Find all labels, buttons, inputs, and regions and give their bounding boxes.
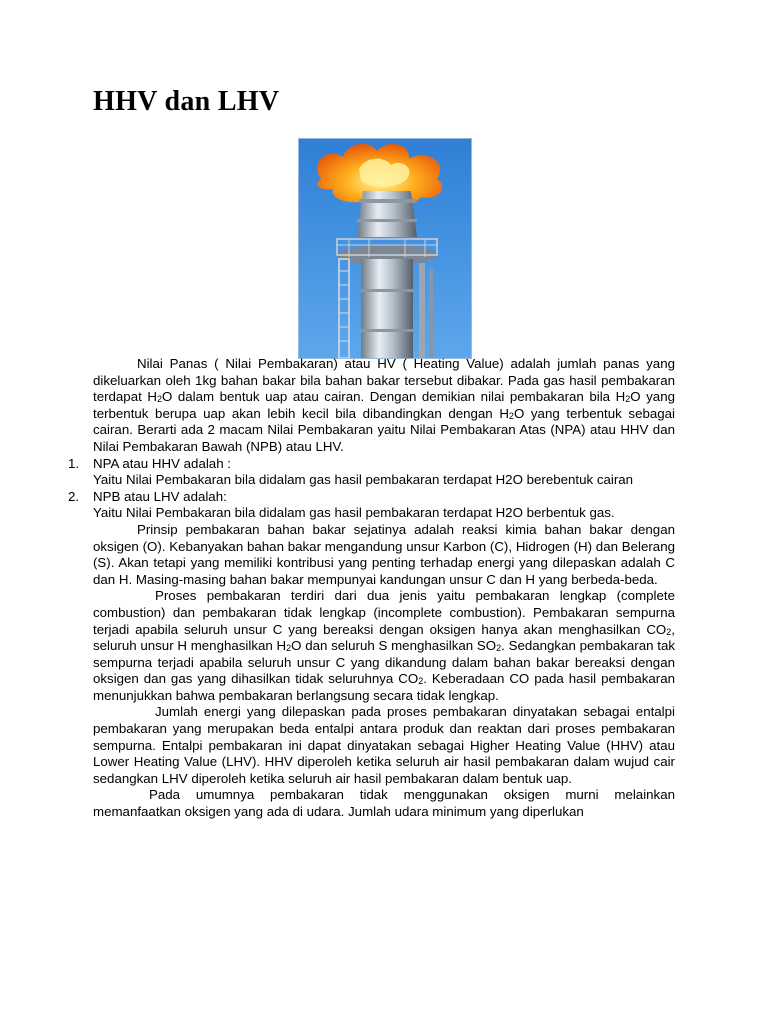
paragraph-proses: Proses pembakaran terdiri dari dua jenis yaitu pembakaran lengkap (complete combustion) dan pembakaran tidak lengkap (incomplete combustion). Pembakaran sempurna terjadi apabila seluruh unsur C yang bereaksi dengan oksigen hanya akan menghasilkan $CO_2$, seluruh unsur H menghasilkan $H_2O$ dan seluruh S menghasilkan $SO_2$. Sedangkan pembakaran tak sempurna terjadi apabila seluruh unsur C yang dikandung dalam bahan bakar bereaksi dengan oksigen dan gas yang dihasilkan tidak seluruhnya $CO_2$. Keberadaan CO pada hasil pembakaran menunjukkan bahwa pembakaran berlangsung secara tidak lengkap. bbox=[93, 588, 676, 703]
flare-stack-image bbox=[298, 138, 472, 359]
list-item-2-desc: Yaitu Nilai Pembakaran bila didalam gas hasil pembakaran terdapat H2O berbentuk gas. bbox=[93, 505, 615, 521]
paragraph-prinsip: Prinsip pembakaran bahan bakar sejatinya adalah reaksi kimia bahan bakar dengan oksigen (O). Kebanyakan bahan bakar mengandung unsur Karbon (C), Hidrogen (H) dan Belerang (S). Akan tetapi yang memiliki kontribusi yang penting terhadap energi yang dilepaskan adalah C dan H. Masing-masing bahan bakar mempunyai kandungan unsur C dan H yang berbeda-beda. bbox=[93, 521, 675, 587]
list-item-1-head: 1. NPA atau HHV adalah : bbox=[68, 455, 231, 471]
list-item-2-head: 2. NPB atau LHV adalah: bbox=[68, 488, 227, 504]
body-text bbox=[68, 356, 676, 821]
page-title: HHV dan LHV bbox=[93, 86, 280, 117]
paragraph-intro: Nilai Panas ( Nilai Pembakaran) atau HV ( Heating Value) adalah jumlah panas yang dikeluarkan oleh 1kg bahan bakar bila bahan bakar tersebut dibakar. Pada gas hasil pembakaran terdapat $H_2O$ dalam bentuk uap atau cairan. Dengan demikian nilai pembakaran bila $H_2O$ yang terbentuk berupa uap akan lebih kecil bila dibandingkan dengan $H_2O$ yang terbentuk sebagai cairan. Berarti ada 2 macam Nilai Pembakaran yaitu Nilai Pembakaran Atas (NPA) atau HHV dan Nilai Pembakaran Bawah (NPB) atau LHV. bbox=[93, 356, 675, 454]
paragraph-udara: Pada umumnya pembakaran tidak menggunakan oksigen murni melainkan memanfaatkan oksigen yang ada di udara. Jumlah udara minimum yang diperlukan bbox=[93, 787, 675, 820]
paragraph-entalpi: Jumlah energi yang dilepaskan pada proses pembakaran dinyatakan sebagai entalpi pembakaran yang merupakan beda entalpi antara produk dan reaktan dari proses pembakaran sempurna. Entalpi pembakaran ini dapat dinyatakan sebagai Higher Heating Value (HHV) atau Lower Heating Value (LHV). HHV diperoleh ketika seluruh air hasil pembakaran dalam wujud cair sedangkan LHV diperoleh ketika seluruh air hasil pembakaran dalam bentuk uap. bbox=[93, 704, 675, 786]
list-item-1-desc: Yaitu Nilai Pembakaran bila didalam gas hasil pembakaran terdapat H2O berebentuk cairan bbox=[93, 472, 634, 488]
